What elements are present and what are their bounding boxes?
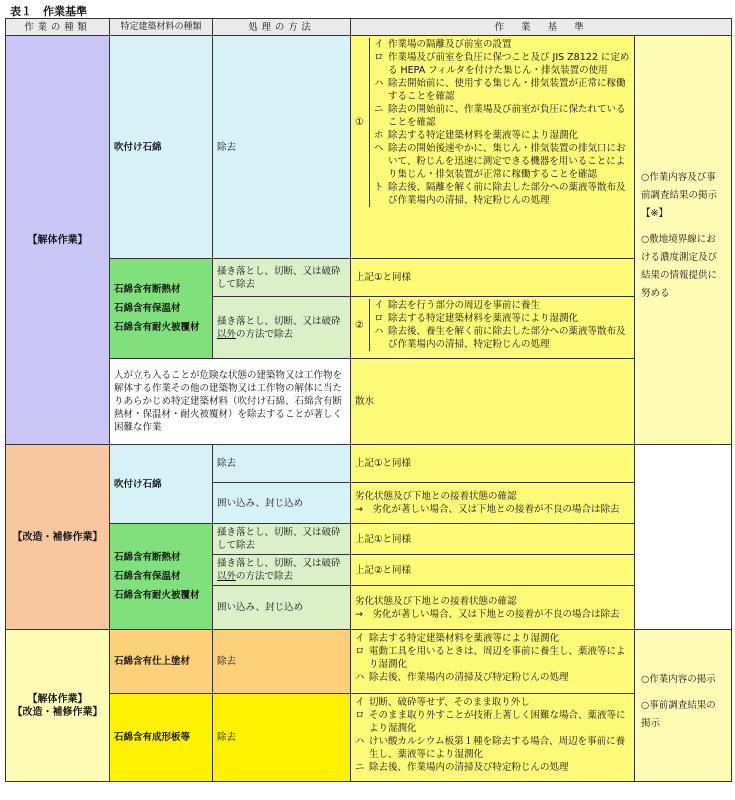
method-removal: 除去 (213, 694, 351, 782)
method-scrape-remove: 掻き落とし、切断、又は破砕して除去 (213, 524, 351, 555)
method-enclosure: 囲い込み、封じ込め (213, 483, 351, 524)
side-note: ○作業内容の掲示 (641, 673, 716, 685)
list-item: ハ 除去後、養生を解く前に除去した部分への薬液等散布及び作業場内の清掃、特定粉じんの処理 (374, 326, 626, 350)
material-molded-board: 石綿含有成形板等 (110, 694, 213, 782)
side-note: ○事前調査結果の掲示 (641, 699, 716, 729)
method-removal: 除去 (213, 630, 351, 694)
standard-number-1: ① (355, 117, 364, 128)
standard-board (351, 694, 635, 782)
both-side-notes (635, 630, 732, 782)
list-item: イ 除去する特定建築材料を薬液等により湿潤化 (355, 633, 560, 644)
header-method: 処理の方法 (213, 19, 351, 36)
standard-same-as-1: 上記①と同様 (351, 259, 635, 297)
list-item: イ 作業場の隔離及び前室の設置 (374, 39, 512, 50)
material-spray-asbestos-renovation: 吹付け石綿 (110, 445, 213, 524)
method-other-remove: 掻き落とし、切断、又は破砕 以外の方法で除去 (213, 297, 351, 359)
list-item: ハ 除去開始前に、使用する集じん・排気装置が正常に稼働することを確認 (374, 78, 626, 102)
category-demolition-renovation: 【解体作業】 【改造・補修作業】 (6, 630, 110, 782)
standard-1 (351, 36, 635, 259)
list-item: イ 除去を行う部分の周辺を事前に養生 (374, 300, 541, 311)
list-item: ロ 作業場及び前室を負圧に保つこと及び JIS Z8122 に定める HEPA フィルタを付けた集じん・排気装置の使用 (374, 52, 630, 76)
material-finish-coating: 石綿含有仕上塗材 (110, 630, 213, 694)
material-spray-asbestos: 吹付け石綿 (110, 36, 213, 259)
header-standard: 作 業 基 準 (351, 19, 732, 36)
method-other-remove: 掻き落とし、切断、又は破砕 以外の方法で除去 (213, 555, 351, 586)
method-removal: 除去 (213, 36, 351, 259)
danger-work-description: 人が立ち入ることが危険な状態の建築物又は工作物を解体する作業その他の建築物又は工作物の解体に当たりあらかじめ特定建築材料（吹付け石綿、石綿含有断熱材・保温材・耐火被覆材）を除去することが著しく困難な作業 (110, 359, 351, 445)
side-note: ○作業内容及び事前調査結果の掲示【※】 (641, 172, 718, 219)
list-item: ハ けい酸カルシウム板第１種を除去する場合、周辺を事前に養生し、薬液等により湿潤化 (355, 736, 626, 760)
standard-check-deterioration: 劣化状態及び下地との接着状態の確認 → 劣化が著しい場合、又は下地との接着が不良の場合は除去 (351, 586, 635, 630)
side-note: ○敷地境界線における濃度測定及び結果の情報提供に努める (641, 234, 718, 299)
list-item: ニ 除去の開始前に、作業場及び前室が負圧に保たれていることを確認 (374, 104, 626, 128)
standard-same-as-1: 上記①と同様 (351, 524, 635, 555)
demolition-side-notes (635, 36, 732, 445)
list-item: ヘ 除去の開始後速やかに、集じん・排気装置の排気口において、粉じんを迅速に測定できる機器を用いることにより集じん・排気装置が正常に稼働することを確認 (374, 143, 626, 180)
list-item: ホ 除去する特定建築材料を薬液等により湿潤化 (374, 130, 579, 141)
list-item: ロ 除去する特定建築材料を薬液等により湿潤化 (374, 313, 579, 324)
standard-same-as-2: 上記②と同様 (351, 555, 635, 586)
standard-check-deterioration: 劣化状態及び下地との接着状態の確認 → 劣化が著しい場合、又は下地との接着が不良の場合は除去 (351, 483, 635, 524)
list-item: ロ そのまま取り外すことが技術上著しく困難な場合、薬液等により湿潤化 (355, 710, 626, 734)
category-demolition: 【解体作業】 (6, 36, 110, 445)
standard-number-2: ② (355, 319, 364, 331)
renovation-side-empty (635, 445, 732, 630)
table-caption: 表１ 作業基準 (10, 5, 87, 18)
list-item: ト 除去後、隔離を解く前に除去した部分への薬液等散布及び作業場内の清掃、特定粉じんの処理 (374, 182, 626, 206)
method-scrape-remove: 掻き落とし、切断、又は破砕して除去 (213, 259, 351, 297)
standard-finish (351, 630, 635, 694)
category-renovation: 【改造・補修作業】 (6, 445, 110, 630)
list-item: ハ 除去後、作業場内の清掃及び特定粉じんの処理 (355, 672, 569, 683)
header-work-type: 作業の種類 (6, 19, 110, 36)
material-insulation-group-renovation: 石綿含有断熱材 石綿含有保温材 石綿含有耐火被覆材 (110, 524, 213, 630)
standard-spray-water: 散水 (351, 359, 635, 445)
standard-2 (351, 297, 635, 359)
method-removal: 除去 (213, 445, 351, 483)
method-enclosure: 囲い込み、封じ込め (213, 586, 351, 630)
list-item: ロ 電動工具を用いるときは、周辺を事前に養生し、薬液等により湿潤化 (355, 646, 626, 670)
work-standards-table (5, 18, 732, 782)
list-item: イ 切断、破砕等せず、そのまま取り外し (355, 697, 530, 708)
material-insulation-group: 石綿含有断熱材 石綿含有保温材 石綿含有耐火被覆材 (110, 259, 213, 359)
header-material-type: 特定建築材料の種類 (110, 19, 213, 36)
list-item: ニ 除去後、作業場内の清掃及び特定粉じんの処理 (355, 762, 569, 773)
standard-same-as-1: 上記①と同様 (351, 445, 635, 483)
